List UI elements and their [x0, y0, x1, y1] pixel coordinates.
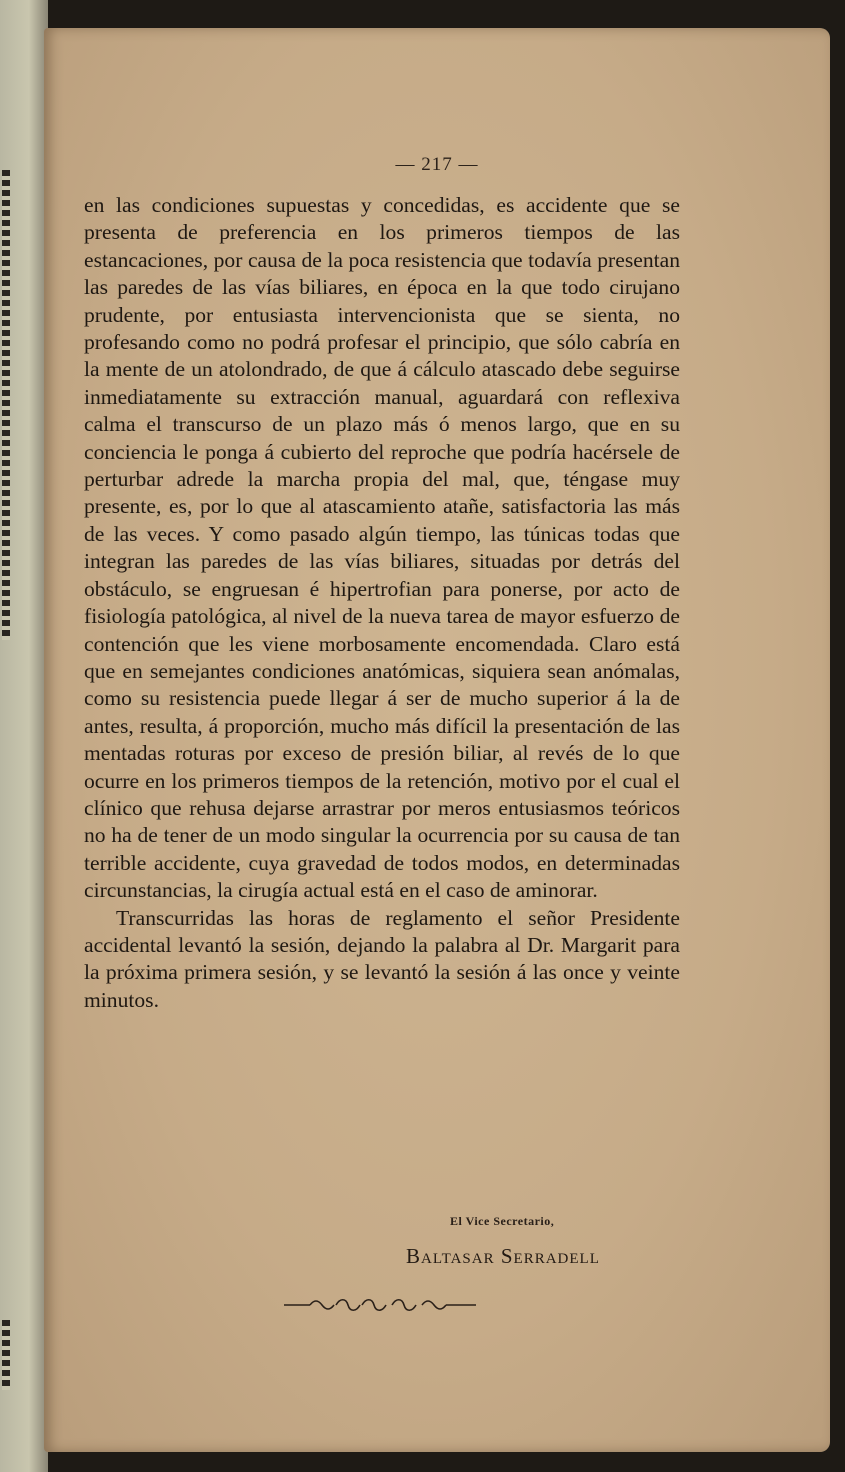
book-page — [44, 28, 830, 1452]
body-text — [84, 192, 680, 1014]
ornamental-divider-icon — [280, 1295, 480, 1315]
paragraph: en las condiciones supuestas y concedidas, es accidente que se presenta de preferencia en los primeros tiempos de las estancaciones, por causa de la poca resistencia que todavía presentan las paredes de las vías biliares, en época en la que todo cirujano prudente, por entusiasta intervencionista que se sienta, no profesando como no podrá profesar el principio, que sólo cabría en la mente de un atolondrado, de que á cálculo atascado debe seguirse inmediatamente su extracción manual, aguardará con reflexiva calma el transcurso de un plazo más ó menos largo, que en su conciencia le ponga á cubierto del reproche que podría hacérsele de perturbar adrede la marcha propia del mal, que, téngase muy presente, es, por lo que al atascamiento atañe, satisfactoria las más de las veces. Y como pasado algún tiempo, las túnicas todas que integran las paredes de las vías biliares, situadas por detrás del obstáculo, se engruesan é hipertrofian para ponerse, por acto de fisiología patológica, al nivel de la nueva tarea de mayor esfuerzo de contención que les viene morbosamente encomendada. Claro está que en semejantes condiciones anatómicas, siquiera sean anómalas, como su resistencia puede llegar á ser de mucho superior á la de antes, resulta, á proporción, mucho más difícil la presentación de las mentadas roturas por exceso de presión biliar, al revés de lo que ocurre en los primeros tiempos de la retención, motivo por el cual el clínico que rehusa dejarse arrastrar por meros entusiasmos teóricos no ha de tener de un modo singular la ocurrencia por su causa de tan terrible accidente, cuya gravedad de todos modos, en determinadas circunstancias, la cirugía actual está en el caso de aminorar. — [84, 193, 680, 903]
signer-name: Baltasar Serradell — [406, 1244, 600, 1268]
paragraph: Transcurridas las horas de reglamento el señor Presidente accidental levantó la sesión, dejando la palabra al Dr. Margarit para la próxima primera sesión, y se levantó la sesión á las once y veinte minutos. — [84, 905, 680, 1012]
decorative-border — [2, 1320, 10, 1390]
signer-role: El Vice Secretario, — [450, 1214, 555, 1228]
decorative-border — [2, 170, 10, 640]
book-cover-edge — [0, 0, 48, 1472]
page-number: — 217 — — [395, 154, 479, 175]
